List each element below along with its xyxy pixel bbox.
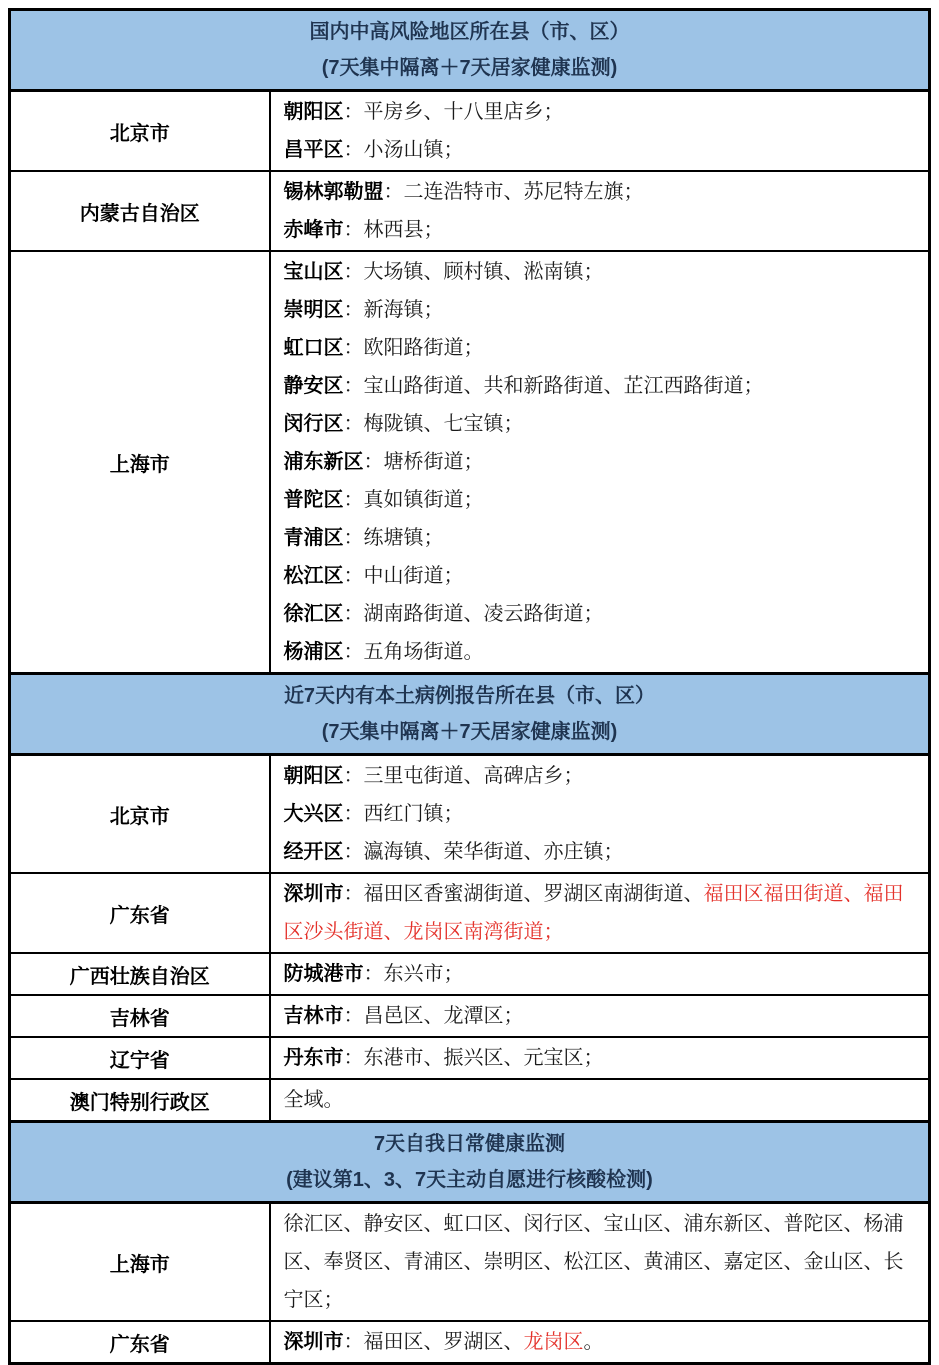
district-name: 深圳市	[283, 883, 344, 905]
detail-text: ：西红门镇；	[343, 803, 464, 825]
table-row	[10, 1203, 930, 1322]
district-name: 静安区	[283, 375, 344, 397]
province-cell: 北京市	[10, 91, 270, 172]
risk-area-table	[8, 8, 931, 1365]
detail-line	[284, 955, 919, 993]
province-cell: 广西壮族自治区	[10, 953, 270, 995]
detail-text: ：中山街道；	[343, 565, 464, 587]
section-header-row	[10, 674, 930, 755]
detail-line	[284, 633, 919, 671]
detail-text: ：东港市、振兴区、元宝区；	[343, 1047, 604, 1069]
detail-line	[284, 93, 919, 131]
table-row	[10, 251, 930, 674]
detail-line	[284, 595, 919, 633]
detail-line	[284, 211, 919, 249]
detail-text: 全域。	[283, 1089, 344, 1111]
detail-text: ：昌邑区、龙潭区；	[343, 1005, 524, 1027]
district-name: 锡林郭勒盟	[283, 181, 384, 203]
detail-text: ：塘桥街道；	[363, 451, 484, 473]
detail-line	[284, 1081, 919, 1119]
detail-cell	[270, 755, 930, 874]
detail-line	[284, 367, 919, 405]
detail-text: ：大场镇、顾村镇、淞南镇；	[343, 261, 604, 283]
province-cell: 上海市	[10, 1203, 270, 1322]
table-row	[10, 171, 930, 251]
detail-line	[284, 875, 919, 951]
table-row	[10, 1079, 930, 1122]
detail-line	[284, 757, 919, 795]
detail-cell	[270, 171, 930, 251]
detail-text: 徐汇区、静安区、虹口区、闵行区、宝山区、浦东新区、普陀区、杨浦区、奉贤区、青浦区、崇明区、松江区、黄浦区、嘉定区、金山区、长宁区；	[283, 1213, 904, 1311]
table-row	[10, 873, 930, 953]
detail-line	[284, 519, 919, 557]
detail-text: ：五角场街道。	[343, 641, 484, 663]
detail-text: ：真如镇街道；	[343, 489, 484, 511]
district-name: 朝阳区	[283, 765, 344, 787]
district-name: 吉林市	[283, 1005, 344, 1027]
detail-line	[284, 329, 919, 367]
district-name: 浦东新区	[283, 451, 364, 473]
district-name: 青浦区	[283, 527, 344, 549]
district-name: 崇明区	[283, 299, 344, 321]
district-name: 虹口区	[283, 337, 344, 359]
detail-line	[284, 253, 919, 291]
section-title-line: (7天集中隔离＋7天居家健康监测)	[321, 57, 618, 79]
detail-text: ：湖南路街道、凌云路街道；	[343, 603, 604, 625]
detail-line	[284, 173, 919, 211]
detail-text: ：小汤山镇；	[343, 139, 464, 161]
detail-line	[284, 481, 919, 519]
district-name: 深圳市	[283, 1331, 344, 1353]
detail-cell	[270, 251, 930, 674]
section-title-line: (建议第1、3、7天主动自愿进行核酸检测)	[286, 1169, 653, 1191]
district-name: 经开区	[283, 841, 344, 863]
section-title-line: 近7天内有本土病例报告所在县（市、区）	[283, 685, 656, 707]
detail-text: ：练塘镇；	[343, 527, 444, 549]
detail-cell	[270, 873, 930, 953]
detail-text: 。	[583, 1331, 604, 1353]
detail-line	[284, 997, 919, 1035]
province-cell: 澳门特别行政区	[10, 1079, 270, 1122]
detail-line	[284, 1039, 919, 1077]
district-name: 杨浦区	[283, 641, 344, 663]
section-header	[10, 1122, 930, 1203]
detail-line	[284, 291, 919, 329]
detail-text: ：林西县；	[343, 219, 444, 241]
detail-text: ：平房乡、十八里店乡；	[343, 101, 564, 123]
section-title-line: (7天集中隔离＋7天居家健康监测)	[321, 721, 618, 743]
detail-text: ：瀛海镇、荣华街道、亦庄镇；	[343, 841, 624, 863]
table-row	[10, 91, 930, 172]
detail-cell	[270, 1203, 930, 1322]
detail-cell	[270, 953, 930, 995]
district-name: 闵行区	[283, 413, 344, 435]
section-header	[10, 674, 930, 755]
province-cell: 广东省	[10, 1321, 270, 1364]
table-body	[10, 10, 930, 1364]
district-name: 防城港市	[283, 963, 364, 985]
detail-cell	[270, 1321, 930, 1364]
district-name: 昌平区	[283, 139, 344, 161]
detail-text: ：二连浩特市、苏尼特左旗；	[383, 181, 644, 203]
detail-cell	[270, 1037, 930, 1079]
province-cell: 广东省	[10, 873, 270, 953]
detail-line	[284, 1323, 919, 1361]
district-name: 徐汇区	[283, 603, 344, 625]
table-row	[10, 953, 930, 995]
detail-text: ：梅陇镇、七宝镇；	[343, 413, 524, 435]
province-cell: 内蒙古自治区	[10, 171, 270, 251]
detail-text: ：福田区香蜜湖街道、罗湖区南湖街道、	[343, 883, 704, 905]
province-cell: 北京市	[10, 755, 270, 874]
section-header-row	[10, 1122, 930, 1203]
detail-line	[284, 1205, 919, 1319]
detail-cell	[270, 91, 930, 172]
district-name: 朝阳区	[283, 101, 344, 123]
detail-text: ：宝山路街道、共和新路街道、芷江西路街道；	[343, 375, 764, 397]
detail-line	[284, 833, 919, 871]
district-name: 松江区	[283, 565, 344, 587]
detail-text: ：东兴市；	[363, 963, 464, 985]
detail-line	[284, 131, 919, 169]
red-highlight-text: 福田区福田街道、福田区沙头街道、龙岗区南湾街道；	[283, 883, 904, 943]
district-name: 丹东市	[283, 1047, 344, 1069]
section-header	[10, 10, 930, 91]
section-header-row	[10, 10, 930, 91]
detail-line	[284, 443, 919, 481]
section-title-line: 国内中高风险地区所在县（市、区）	[309, 21, 630, 43]
table-row	[10, 1037, 930, 1079]
district-name: 普陀区	[283, 489, 344, 511]
table-row	[10, 995, 930, 1037]
detail-line	[284, 405, 919, 443]
province-cell: 上海市	[10, 251, 270, 674]
detail-text: ：三里屯街道、高碑店乡；	[343, 765, 584, 787]
district-name: 大兴区	[283, 803, 344, 825]
province-cell: 辽宁省	[10, 1037, 270, 1079]
detail-text: ：新海镇；	[343, 299, 444, 321]
detail-line	[284, 795, 919, 833]
detail-cell	[270, 995, 930, 1037]
red-highlight-text: 龙岗区	[523, 1331, 584, 1353]
province-cell: 吉林省	[10, 995, 270, 1037]
detail-text: ：欧阳路街道；	[343, 337, 484, 359]
section-title-line: 7天自我日常健康监测	[373, 1133, 566, 1155]
table-row	[10, 755, 930, 874]
district-name: 宝山区	[283, 261, 344, 283]
table-row	[10, 1321, 930, 1364]
district-name: 赤峰市	[283, 219, 344, 241]
detail-line	[284, 557, 919, 595]
detail-cell	[270, 1079, 930, 1122]
detail-text: ：福田区、罗湖区、	[343, 1331, 524, 1353]
